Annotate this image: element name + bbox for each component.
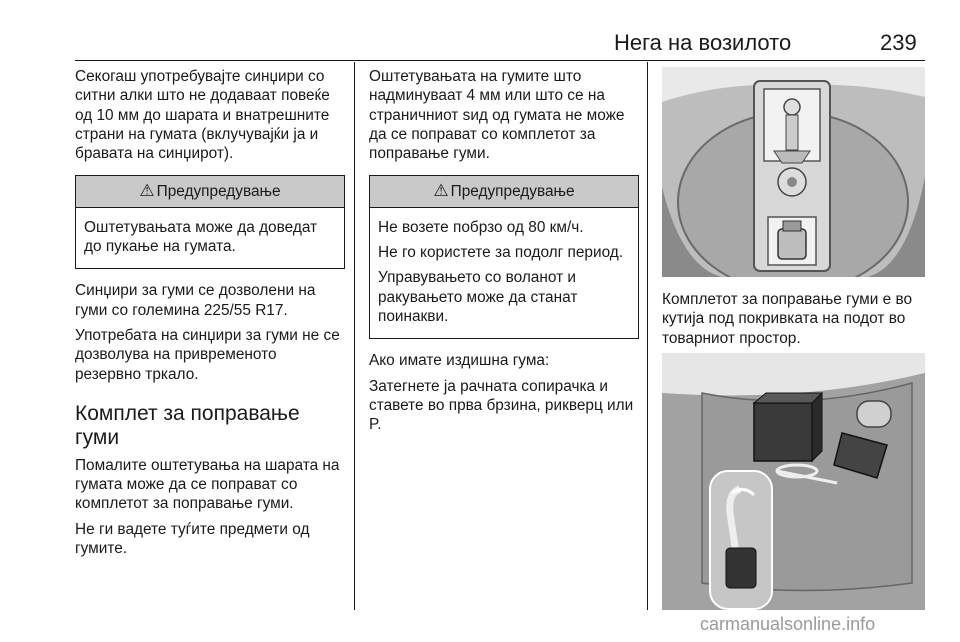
- paragraph: Синџири за гуми се дозволени на гуми со големина 225/55 R17.: [75, 282, 316, 319]
- paragraph: Затегнете ја рачната сопирачка и ставете во прва брзина, рикверц или P.: [369, 377, 634, 434]
- warning-title: Предупредување: [156, 183, 281, 201]
- warning-icon: ⚠: [139, 181, 155, 201]
- warning-header: [76, 176, 344, 207]
- warning-line: Не возете побрзо од 80 км/ч.: [378, 218, 584, 236]
- column-divider: [354, 62, 355, 610]
- warning-box: [369, 175, 639, 339]
- watermark: carmanualsonline.info: [700, 614, 876, 634]
- cargo-area-photo: [662, 353, 925, 610]
- header-rule: [75, 60, 925, 61]
- paragraph: Оштетувањата на гумите што надминуваат 4 мм или што се на страничниот ѕид од гумата не може да се поправат со комплетот за поправање гуми.: [369, 68, 625, 163]
- warning-line: Управувањето со воланот и ракувањето може да станат поинакви.: [378, 269, 578, 325]
- page-number: 239: [880, 30, 917, 55]
- repair-kit-photo: [662, 67, 925, 277]
- page-header-title: Нега на возилото: [614, 30, 792, 55]
- warning-header: [370, 176, 638, 207]
- paragraph: Секогаш употребувајте синџири со ситни алки што не додаваат повеќе од 10 мм до шарата и внатрешните страни на гумата (вклучувајќи ја и бравата на синџирот).: [75, 68, 330, 163]
- paragraph: Помалите оштетувања на шарата на гумата може да се поправат со комплетот за поправање гуми.: [75, 456, 340, 513]
- warning-body: [370, 208, 638, 338]
- warning-title: Предупредување: [450, 183, 575, 201]
- column-divider: [647, 62, 648, 610]
- column-right: [662, 290, 932, 354]
- warning-body: [76, 208, 344, 269]
- paragraph: Не ги вадете туѓите предмети од гумите.: [75, 520, 310, 558]
- warning-line: Не го користете за подолг период.: [378, 244, 624, 262]
- warning-text: Оштетувањата може да доведат до пукање на гумата.: [84, 218, 318, 256]
- section-heading: Комплет за поправање гуми: [75, 401, 300, 449]
- paragraph: Употребата на синџири за гуми не се дозволува на привременото резервно тркало.: [75, 326, 340, 383]
- warning-box: [75, 175, 345, 269]
- column-left: [75, 67, 345, 564]
- warning-icon: ⚠: [433, 181, 449, 201]
- paragraph: Ако имате издишна гума:: [369, 352, 550, 370]
- column-middle: [369, 67, 639, 440]
- figure-caption: Комплетот за поправање гуми е во кутија под покривката на подот во товарниот простор.: [662, 291, 913, 347]
